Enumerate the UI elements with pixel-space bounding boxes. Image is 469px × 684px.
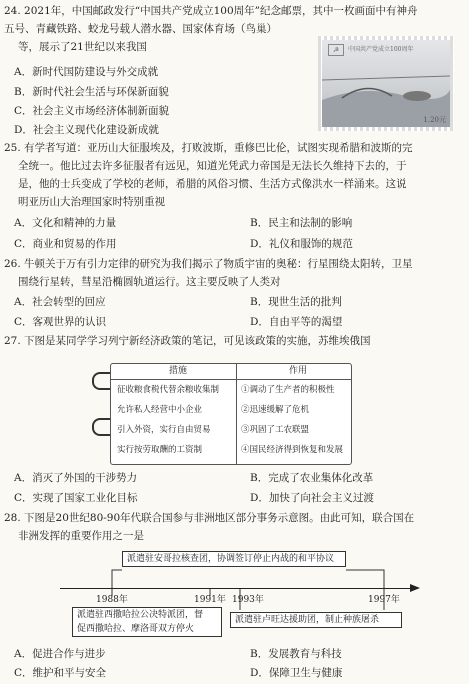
q27-option-a[interactable]: A．消灭了外国的干涉势力 — [14, 472, 138, 484]
q25-option-c[interactable]: C．商业和贸易的作用 — [14, 238, 117, 250]
q25-stem-line2: 全统一。他比过去许多征服者有远见，知道光凭武力帝国是无法长久维持下去的，于 — [18, 160, 407, 172]
measure-item: 引入外资，实行自由贸易 — [117, 425, 211, 435]
effect-item: ④国民经济得到恢复和发展 — [241, 445, 344, 455]
stamp-title: 中国共产党成立100周年 — [348, 46, 414, 53]
event-line: 派遣驻西撒哈拉公决特派团，督 — [77, 610, 204, 620]
q26-option-c[interactable]: C．客观世界的认识 — [14, 316, 107, 328]
timeline-bottom-left-event — [72, 607, 222, 637]
party-emblem-icon: ☭ — [328, 44, 344, 56]
q28-option-a[interactable]: A．促进合作与进步 — [14, 648, 106, 660]
year-label: 1988年 — [96, 595, 128, 605]
timeline-axis — [60, 588, 410, 589]
q25-stem-line4: 明亚历山大治理国家时特别重视 — [18, 196, 165, 208]
q27-option-d[interactable]: D．加快了向社会主义过渡 — [250, 492, 374, 504]
q28-option-d[interactable]: D．保障卫生与健康 — [250, 667, 343, 679]
timeline-top-event: 派遣驻安哥拉核查团，协调签订停止内战的和平协议 — [122, 551, 346, 567]
stamp-face-value: 1.20元 — [423, 116, 446, 124]
q24-stem-line3: 等，展示了21世纪以来我国 — [18, 41, 147, 53]
header-effects: 作用 — [289, 366, 308, 376]
q27-stem: 27. 下图是某同学学习列宁新经济政策的笔记，可见该政策的实施，苏维埃俄国 — [4, 335, 371, 347]
q25-stem-line1: 25. 有学者写道：亚历山大征服埃及，打败波斯，重修巴比伦，试图实现希腊和波斯的完 — [4, 142, 413, 154]
effect-item: ③巩固了工农联盟 — [241, 425, 310, 435]
q24-option-b[interactable]: B．新时代社会生活与环保新面貌 — [14, 86, 169, 98]
q28-option-b[interactable]: B．发展教育与科技 — [250, 648, 342, 660]
q24-stem-line2: 五号、青藏铁路、蛟龙号载人潜水器、国家体育场（鸟巢） — [4, 23, 277, 35]
question-28 — [4, 509, 462, 545]
timeline-bottom-right-event: 派遣驻卢旺达援助团，制止种族屠杀 — [230, 612, 402, 628]
effect-item: ②迅速缓解了危机 — [241, 405, 310, 415]
q26-stem-line1: 26. 牛顿关于万有引力定律的研究为我们揭示了物质宇宙的奥秘：行星围绕太阳转，卫星 — [4, 258, 413, 270]
year-label: 1997年 — [368, 595, 400, 605]
q25-option-b[interactable]: B．民主和法制的影响 — [250, 217, 353, 229]
measure-item: 实行按劳取酬的工资制 — [117, 445, 203, 455]
q28-stem-line1: 28. 下图是20世纪80-90年代联合国参与非洲地区部分事务示意图。由此可知，联合国在 — [4, 512, 415, 524]
stamp-illustration — [322, 40, 450, 127]
q25-option-d[interactable]: D．礼仪和服饰的规范 — [250, 238, 353, 250]
q24-option-d[interactable]: D．社会主义现代化建设新成就 — [14, 124, 159, 136]
table-divider — [236, 364, 237, 464]
q26-option-d[interactable]: D．自由平等的渴望 — [250, 316, 343, 328]
q27-option-c[interactable]: C．实现了国家工业化目标 — [14, 492, 138, 504]
question-26 — [4, 255, 462, 291]
question-27 — [4, 332, 462, 350]
nep-notes-table — [110, 363, 352, 465]
measure-item: 征收粮食税代替余粮收集制 — [117, 385, 220, 395]
year-label: 1993年 — [232, 595, 264, 605]
q24-option-a[interactable]: A．新时代国防建设与外交成就 — [14, 66, 159, 78]
q28-stem-line2: 非洲发挥的重要作用之一是 — [18, 530, 144, 542]
year-label: 1991年 — [194, 595, 226, 605]
q24-option-c[interactable]: C．社会主义市场经济体制新面貌 — [14, 105, 170, 117]
question-25 — [4, 139, 462, 211]
q28-option-c[interactable]: C．维护和平与安全 — [14, 667, 107, 679]
measure-item: 允许私人经营中小企业 — [117, 405, 203, 415]
q26-option-a[interactable]: A．社会转型的回应 — [14, 296, 106, 308]
q24-stem-line1: 24. 2021年，中国邮政发行“中国共产党成立100周年”纪念邮票，其中一枚画面中有神舟 — [4, 5, 418, 17]
q26-option-b[interactable]: B．现世生活的批判 — [250, 296, 342, 308]
header-measures: 措施 — [169, 366, 188, 376]
event-line: 促西撒哈拉、摩洛哥双方停火 — [77, 624, 195, 634]
table-header — [111, 364, 351, 380]
q25-option-a[interactable]: A．文化和精神的力量 — [14, 217, 117, 229]
q26-stem-line2: 围绕行星转，彗星沿椭圆轨道运行。这主要反映了人类对 — [18, 276, 281, 288]
q27-option-b[interactable]: B．完成了农业集体化改革 — [250, 472, 374, 484]
commemorative-stamp-image — [318, 36, 454, 131]
effect-item: ①调动了生产者的积极性 — [241, 385, 335, 395]
q25-stem-line3: 是，他的士兵变成了学校的老师，希腊的风俗习惯、生活方式像洪水一样涌来。这说 — [18, 178, 407, 190]
